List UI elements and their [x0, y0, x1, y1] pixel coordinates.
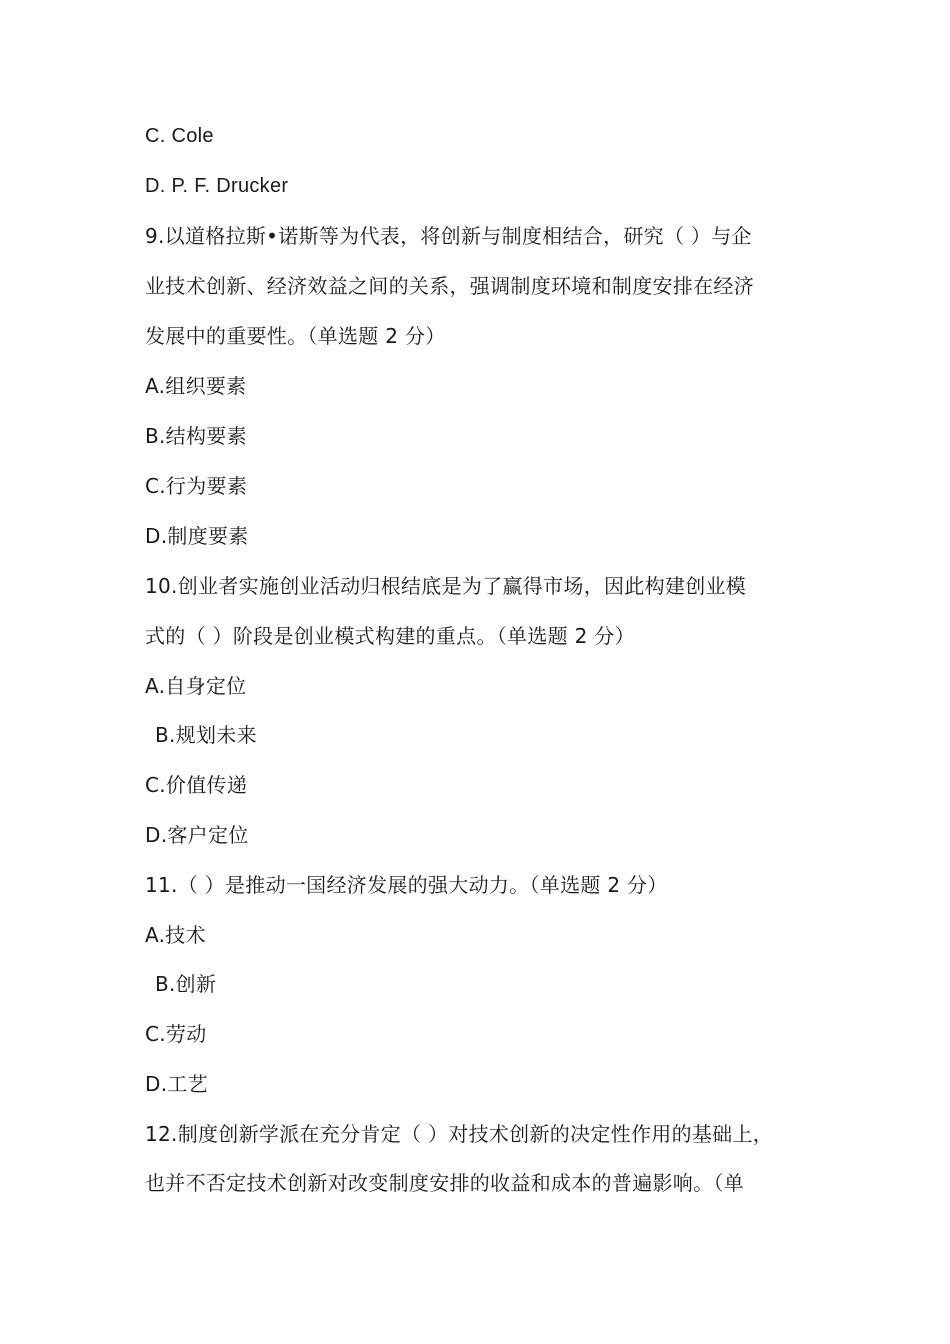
question-9-line-3: 发展中的重要性。（单选题 2 分） — [145, 324, 446, 348]
question-10-option-c: C.价值传递 — [145, 773, 248, 797]
question-10-line-1: 10.创业者实施创业活动归根结底是为了赢得市场，因此构建创业模 — [145, 574, 747, 598]
question-10-option-b: B.规划未来 — [155, 723, 257, 747]
question-10-line-2: 式的（ ）阶段是创业模式构建的重点。（单选题 2 分） — [145, 624, 635, 648]
option-d-drucker: D. P. F. Drucker — [145, 175, 289, 197]
question-9-option-a: A.组织要素 — [145, 374, 247, 398]
question-11-option-c: C.劳动 — [145, 1022, 207, 1046]
question-12-line-2: 也并不否定技术创新对改变制度安排的收益和成本的普遍影响。（单 — [145, 1171, 744, 1195]
question-9-option-b: B.结构要素 — [145, 424, 247, 448]
question-11-option-d: D.工艺 — [145, 1072, 208, 1096]
question-9-option-c: C.行为要素 — [145, 474, 248, 498]
question-11-option-b: B.创新 — [155, 972, 217, 996]
question-9-line-2: 业技术创新、经济效益之间的关系，强调制度环境和制度安排在经济 — [145, 274, 754, 298]
question-10-option-d: D.客户定位 — [145, 823, 249, 847]
question-10-option-a: A.自身定位 — [145, 674, 247, 698]
question-9-line-1: 9.以道格拉斯•诺斯等为代表，将创新与制度相结合，研究（ ）与企 — [145, 224, 752, 248]
question-11-line-1: 11.（ ）是推动一国经济发展的强大动力。（单选题 2 分） — [145, 873, 668, 897]
question-9-option-d: D.制度要素 — [145, 524, 249, 548]
option-c-cole: C. Cole — [145, 125, 214, 147]
question-11-option-a: A.技术 — [145, 923, 206, 947]
question-12-line-1: 12.制度创新学派在充分肯定（ ）对技术创新的决定性作用的基础上， — [145, 1122, 774, 1146]
